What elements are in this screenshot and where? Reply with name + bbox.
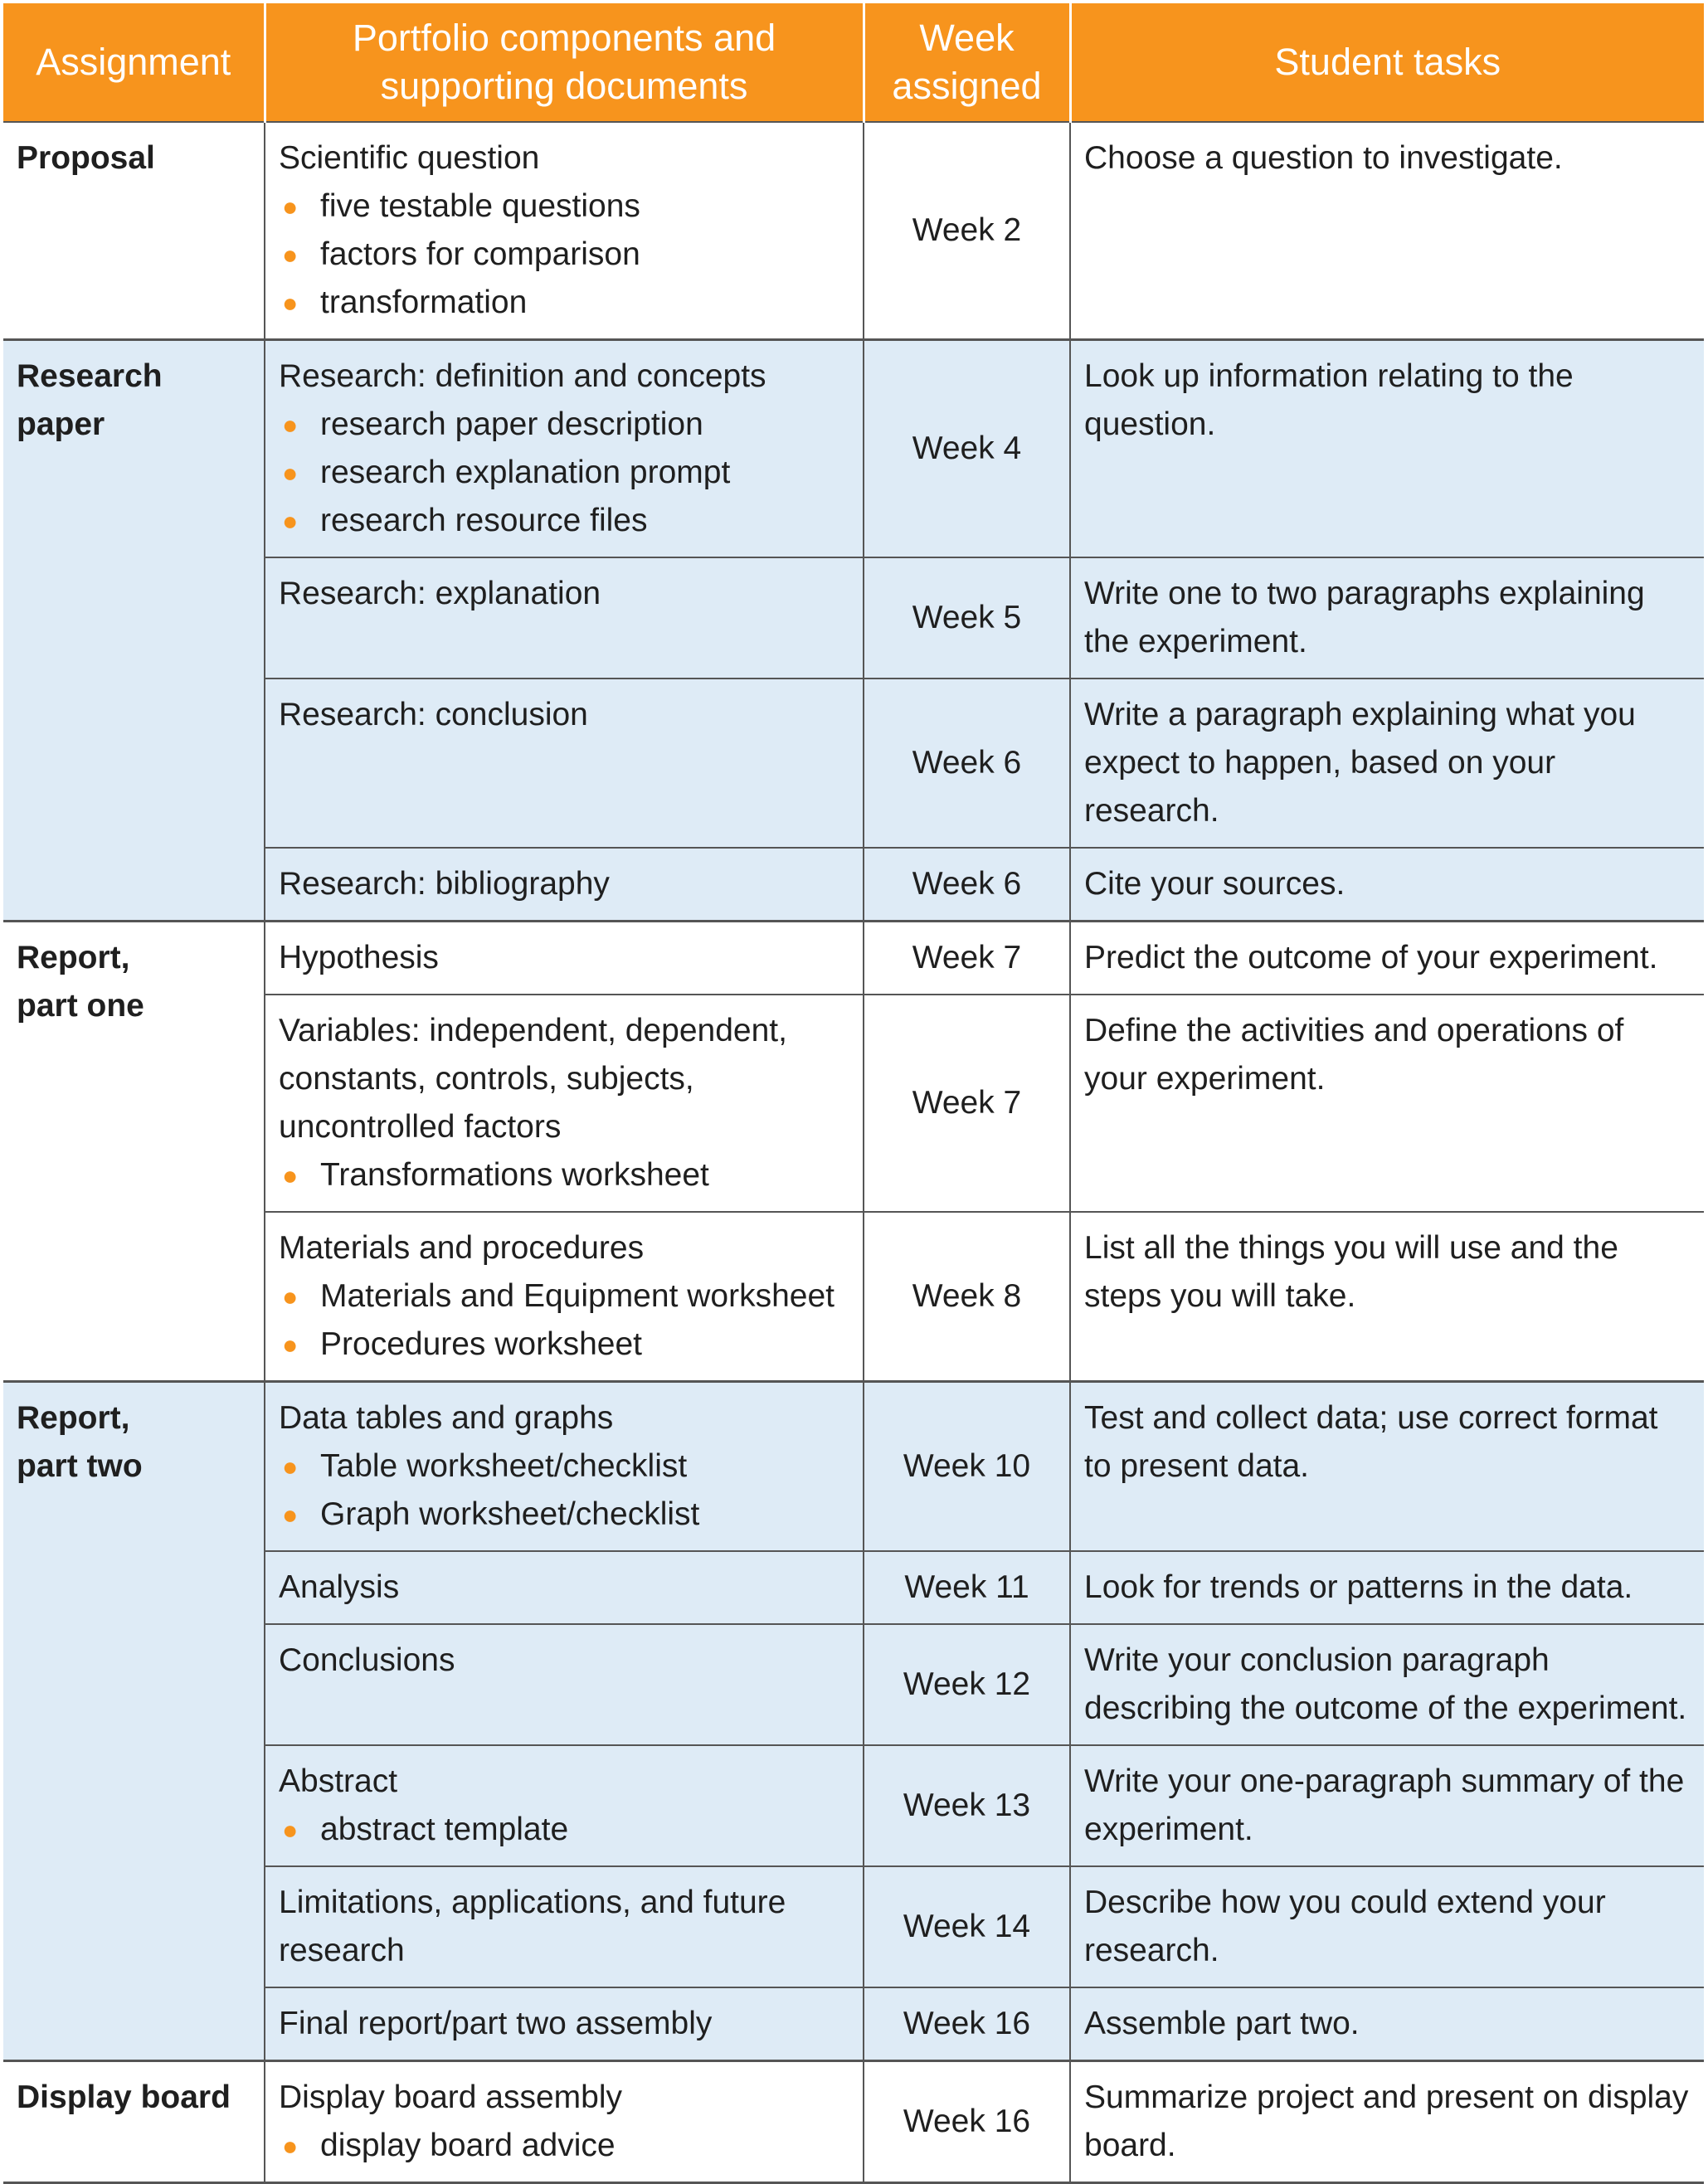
header-assignment: Assignment — [3, 3, 265, 122]
week-assigned: Week 5 — [864, 557, 1070, 679]
list-item — [279, 1491, 849, 1539]
component-cell — [265, 995, 864, 1212]
supporting-document: Transformations worksheet — [320, 1157, 709, 1193]
assignment-cell — [3, 1382, 265, 2061]
week-assigned: Week 4 — [864, 340, 1070, 558]
supporting-documents-list — [279, 1806, 849, 1854]
supporting-document: Table worksheet/checklist — [320, 1448, 688, 1484]
supporting-document: Materials and Equipment worksheet — [320, 1278, 835, 1314]
table-row — [3, 1382, 1704, 1552]
component-cell — [265, 340, 864, 558]
bullet-icon: ● — [282, 410, 299, 440]
portfolio-schedule-table — [3, 3, 1704, 2184]
component-title: Analysis — [279, 1569, 400, 1605]
component-cell — [265, 1551, 864, 1624]
component-cell — [265, 848, 864, 922]
bullet-icon: ● — [282, 458, 299, 488]
assignment-cell — [3, 122, 265, 340]
supporting-documents-list — [279, 1442, 849, 1539]
list-item — [279, 2122, 849, 2170]
list-item — [279, 1272, 849, 1321]
bullet-icon: ● — [282, 288, 299, 318]
component-title: Research: definition and concepts — [279, 358, 766, 394]
header-week: Week assigned — [864, 3, 1070, 122]
week-assigned: Week 7 — [864, 995, 1070, 1212]
supporting-document: display board advice — [320, 2128, 616, 2163]
component-cell — [265, 679, 864, 848]
component-cell — [265, 122, 864, 340]
student-tasks: Write a paragraph explaining what you expect to happen, based on your research. — [1070, 679, 1704, 848]
component-title: Data tables and graphs — [279, 1400, 614, 1436]
list-item — [279, 279, 849, 327]
bullet-icon: ● — [282, 1815, 299, 1845]
component-cell — [265, 1745, 864, 1866]
week-assigned: Week 6 — [864, 679, 1070, 848]
student-tasks: Look up information relating to the question. — [1070, 340, 1704, 558]
week-assigned: Week 16 — [864, 2061, 1070, 2183]
table-row — [3, 922, 1704, 995]
table-row — [3, 2061, 1704, 2183]
supporting-document: research resource files — [320, 503, 648, 538]
component-cell — [265, 1987, 864, 2061]
supporting-documents-list — [279, 1272, 849, 1369]
supporting-documents-list — [279, 2122, 849, 2170]
header-row — [3, 3, 1704, 122]
supporting-document: factors for comparison — [320, 236, 640, 272]
week-assigned: Week 11 — [864, 1551, 1070, 1624]
supporting-document: Graph worksheet/checklist — [320, 1496, 700, 1532]
student-tasks: Describe how you could extend your research. — [1070, 1866, 1704, 1987]
component-title: Abstract — [279, 1763, 398, 1799]
student-tasks: Test and collect data; use correct format to present data. — [1070, 1382, 1704, 1552]
student-tasks: List all the things you will use and the steps you will take. — [1070, 1212, 1704, 1382]
list-item — [279, 231, 849, 279]
assignment-cell — [3, 922, 265, 1382]
assignment-label: Display board — [17, 2079, 231, 2115]
table-row — [3, 340, 1704, 558]
bullet-icon: ● — [282, 1160, 299, 1190]
assignment-cell — [3, 340, 265, 922]
bullet-icon: ● — [282, 2131, 299, 2161]
assignment-label: Report, — [17, 940, 130, 975]
student-tasks: Predict the outcome of your experiment. — [1070, 922, 1704, 995]
bullet-icon: ● — [282, 240, 299, 270]
list-item — [279, 449, 849, 497]
bullet-icon: ● — [282, 1452, 299, 1481]
list-item — [279, 182, 849, 231]
component-title: Variables: independent, dependent, constants, controls, subjects, uncontrolled factors — [279, 1013, 787, 1145]
component-title: Research: conclusion — [279, 697, 588, 732]
supporting-document: Procedures worksheet — [320, 1326, 643, 1362]
student-tasks: Summarize project and present on display board. — [1070, 2061, 1704, 2183]
week-assigned: Week 14 — [864, 1866, 1070, 1987]
supporting-document: research paper description — [320, 406, 703, 442]
list-item — [279, 1442, 849, 1491]
header-components: Portfolio components and supporting documents — [265, 3, 864, 122]
bullet-icon: ● — [282, 1282, 299, 1311]
week-assigned: Week 6 — [864, 848, 1070, 922]
table-row — [3, 122, 1704, 340]
student-tasks: Write one to two paragraphs explaining the experiment. — [1070, 557, 1704, 679]
assignment-label: part one — [17, 988, 144, 1024]
component-cell — [265, 1624, 864, 1745]
student-tasks: Choose a question to investigate. — [1070, 122, 1704, 340]
component-cell — [265, 1382, 864, 1552]
supporting-document: research explanation prompt — [320, 455, 731, 490]
week-assigned: Week 13 — [864, 1745, 1070, 1866]
supporting-document: five testable questions — [320, 188, 640, 224]
component-cell — [265, 1866, 864, 1987]
week-assigned: Week 12 — [864, 1624, 1070, 1745]
student-tasks: Define the activities and operations of your experiment. — [1070, 995, 1704, 1212]
supporting-documents-list — [279, 182, 849, 327]
week-assigned: Week 16 — [864, 1987, 1070, 2061]
week-assigned: Week 2 — [864, 122, 1070, 340]
component-cell — [265, 557, 864, 679]
week-assigned: Week 10 — [864, 1382, 1070, 1552]
component-title: Hypothesis — [279, 940, 439, 975]
component-title: Conclusions — [279, 1642, 455, 1678]
header-tasks: Student tasks — [1070, 3, 1704, 122]
assignment-label: Report, — [17, 1400, 130, 1436]
component-title: Research: explanation — [279, 576, 601, 611]
assignment-label: Proposal — [17, 140, 155, 176]
list-item — [279, 401, 849, 449]
bullet-icon: ● — [282, 1500, 299, 1530]
bullet-icon: ● — [282, 506, 299, 536]
supporting-documents-list — [279, 401, 849, 545]
component-title: Final report/part two assembly — [279, 2006, 713, 2041]
component-title: Research: bibliography — [279, 866, 610, 902]
component-cell — [265, 922, 864, 995]
supporting-documents-list — [279, 1151, 849, 1199]
student-tasks: Look for trends or patterns in the data. — [1070, 1551, 1704, 1624]
student-tasks: Cite your sources. — [1070, 848, 1704, 922]
week-assigned: Week 7 — [864, 922, 1070, 995]
component-cell — [265, 2061, 864, 2183]
bullet-icon: ● — [282, 1330, 299, 1360]
list-item — [279, 1806, 849, 1854]
table-body — [3, 122, 1704, 2183]
assignment-cell — [3, 2061, 265, 2183]
supporting-document: transformation — [320, 285, 528, 320]
component-title: Display board assembly — [279, 2079, 623, 2115]
assignment-label: Research paper — [17, 358, 163, 442]
assignment-label: part two — [17, 1448, 143, 1484]
student-tasks: Write your one-paragraph summary of the experiment. — [1070, 1745, 1704, 1866]
component-title: Scientific question — [279, 140, 540, 176]
week-assigned: Week 8 — [864, 1212, 1070, 1382]
student-tasks: Write your conclusion paragraph describing the outcome of the experiment. — [1070, 1624, 1704, 1745]
supporting-document: abstract template — [320, 1812, 569, 1847]
bullet-icon: ● — [282, 192, 299, 221]
component-title: Materials and procedures — [279, 1230, 645, 1266]
component-cell — [265, 1212, 864, 1382]
list-item — [279, 1321, 849, 1369]
list-item — [279, 1151, 849, 1199]
list-item — [279, 497, 849, 545]
student-tasks: Assemble part two. — [1070, 1987, 1704, 2061]
component-title: Limitations, applications, and future research — [279, 1885, 786, 1968]
